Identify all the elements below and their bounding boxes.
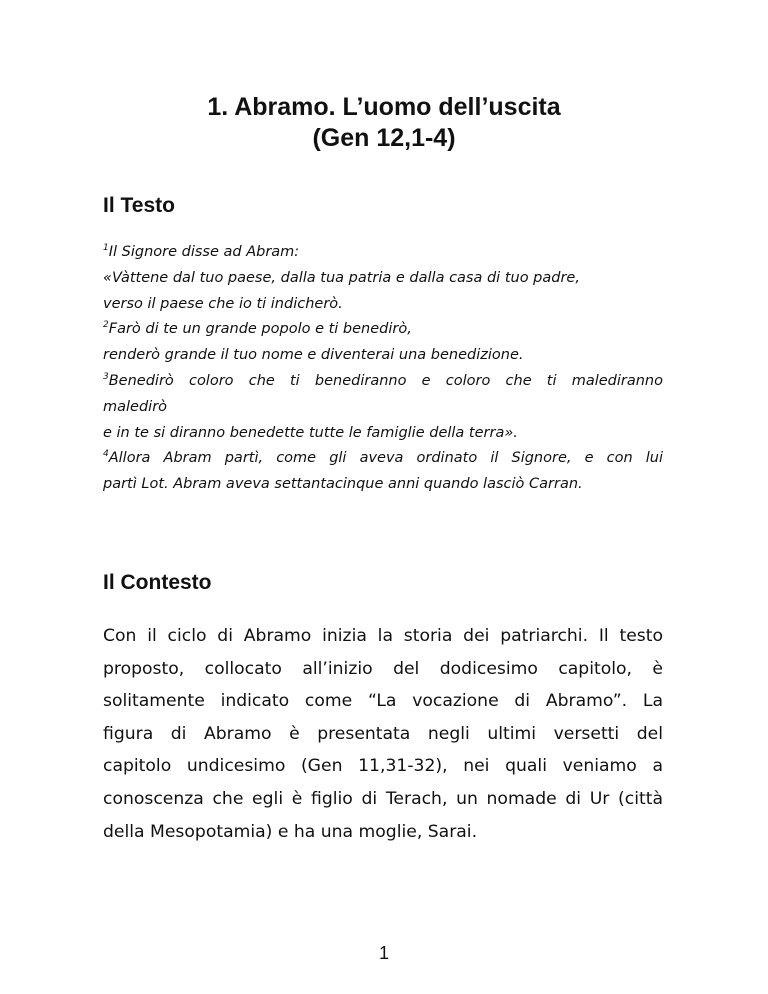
paragraph-line: della Mesopotamia) e ha una moglie, Sarai. bbox=[103, 821, 478, 842]
verse-number: 3 bbox=[103, 371, 109, 382]
page-number: 1 bbox=[378, 943, 389, 963]
verse-number: 1 bbox=[103, 243, 109, 253]
paragraph-line: solitamente indicato come “La vocazione di Abramo”. La bbox=[103, 691, 663, 712]
verse-number: 4 bbox=[103, 449, 109, 460]
scripture-text bbox=[103, 240, 663, 498]
verse-number: 2 bbox=[103, 320, 109, 331]
verse-line: $^3$Benedirò coloro che ti benediranno e coloro che ti malediranno bbox=[103, 371, 663, 389]
section-heading-testo: Il Testo bbox=[103, 194, 175, 217]
page-title-line-1: 1. Abramo. L’uomo dell’uscita bbox=[207, 93, 561, 121]
verse-line: $^1$Il Signore disse ad Abram: bbox=[103, 243, 300, 260]
page-title bbox=[0, 92, 768, 154]
verse-line: e in te si diranno benedette tutte le famiglie della terra». bbox=[103, 424, 518, 441]
paragraph-line: capitolo undicesimo (Gen 11,31-32), nei quali veniamo a bbox=[103, 756, 663, 777]
context-paragraph bbox=[103, 620, 663, 848]
paragraph-line: Con il ciclo di Abramo inizia la storia dei patriarchi. Il testo bbox=[103, 626, 663, 646]
verse-line: «Vàttene dal tuo paese, dalla tua patria e dalla casa di tuo padre, bbox=[103, 269, 580, 286]
verse-line: $^4$Allora Abram partì, come gli aveva ordinato il Signore, e con lui bbox=[103, 449, 663, 467]
verse-line: $^2$Farò di te un grande popolo e ti benedirò, bbox=[103, 320, 412, 338]
page-title-line-2: (Gen 12,1-4) bbox=[312, 124, 456, 152]
verse-line: maledirò bbox=[103, 398, 168, 415]
verse-line: renderò grande il tuo nome e diventerai una benedizione. bbox=[103, 347, 524, 364]
paragraph-line: conoscenza che egli è figlio di Terach, un nomade di Ur (città bbox=[103, 788, 663, 809]
section-heading-contesto: Il Contesto bbox=[103, 571, 212, 594]
paragraph-line: proposto, collocato all’inizio del dodicesimo capitolo, è bbox=[103, 658, 663, 679]
paragraph-line: figura di Abramo è presentata negli ultimi versetti del bbox=[103, 723, 663, 744]
verse-line: verso il paese che io ti indicherò. bbox=[103, 295, 343, 312]
verse-line: partì Lot. Abram aveva settantacinque anni quando lasciò Carran. bbox=[103, 476, 583, 493]
